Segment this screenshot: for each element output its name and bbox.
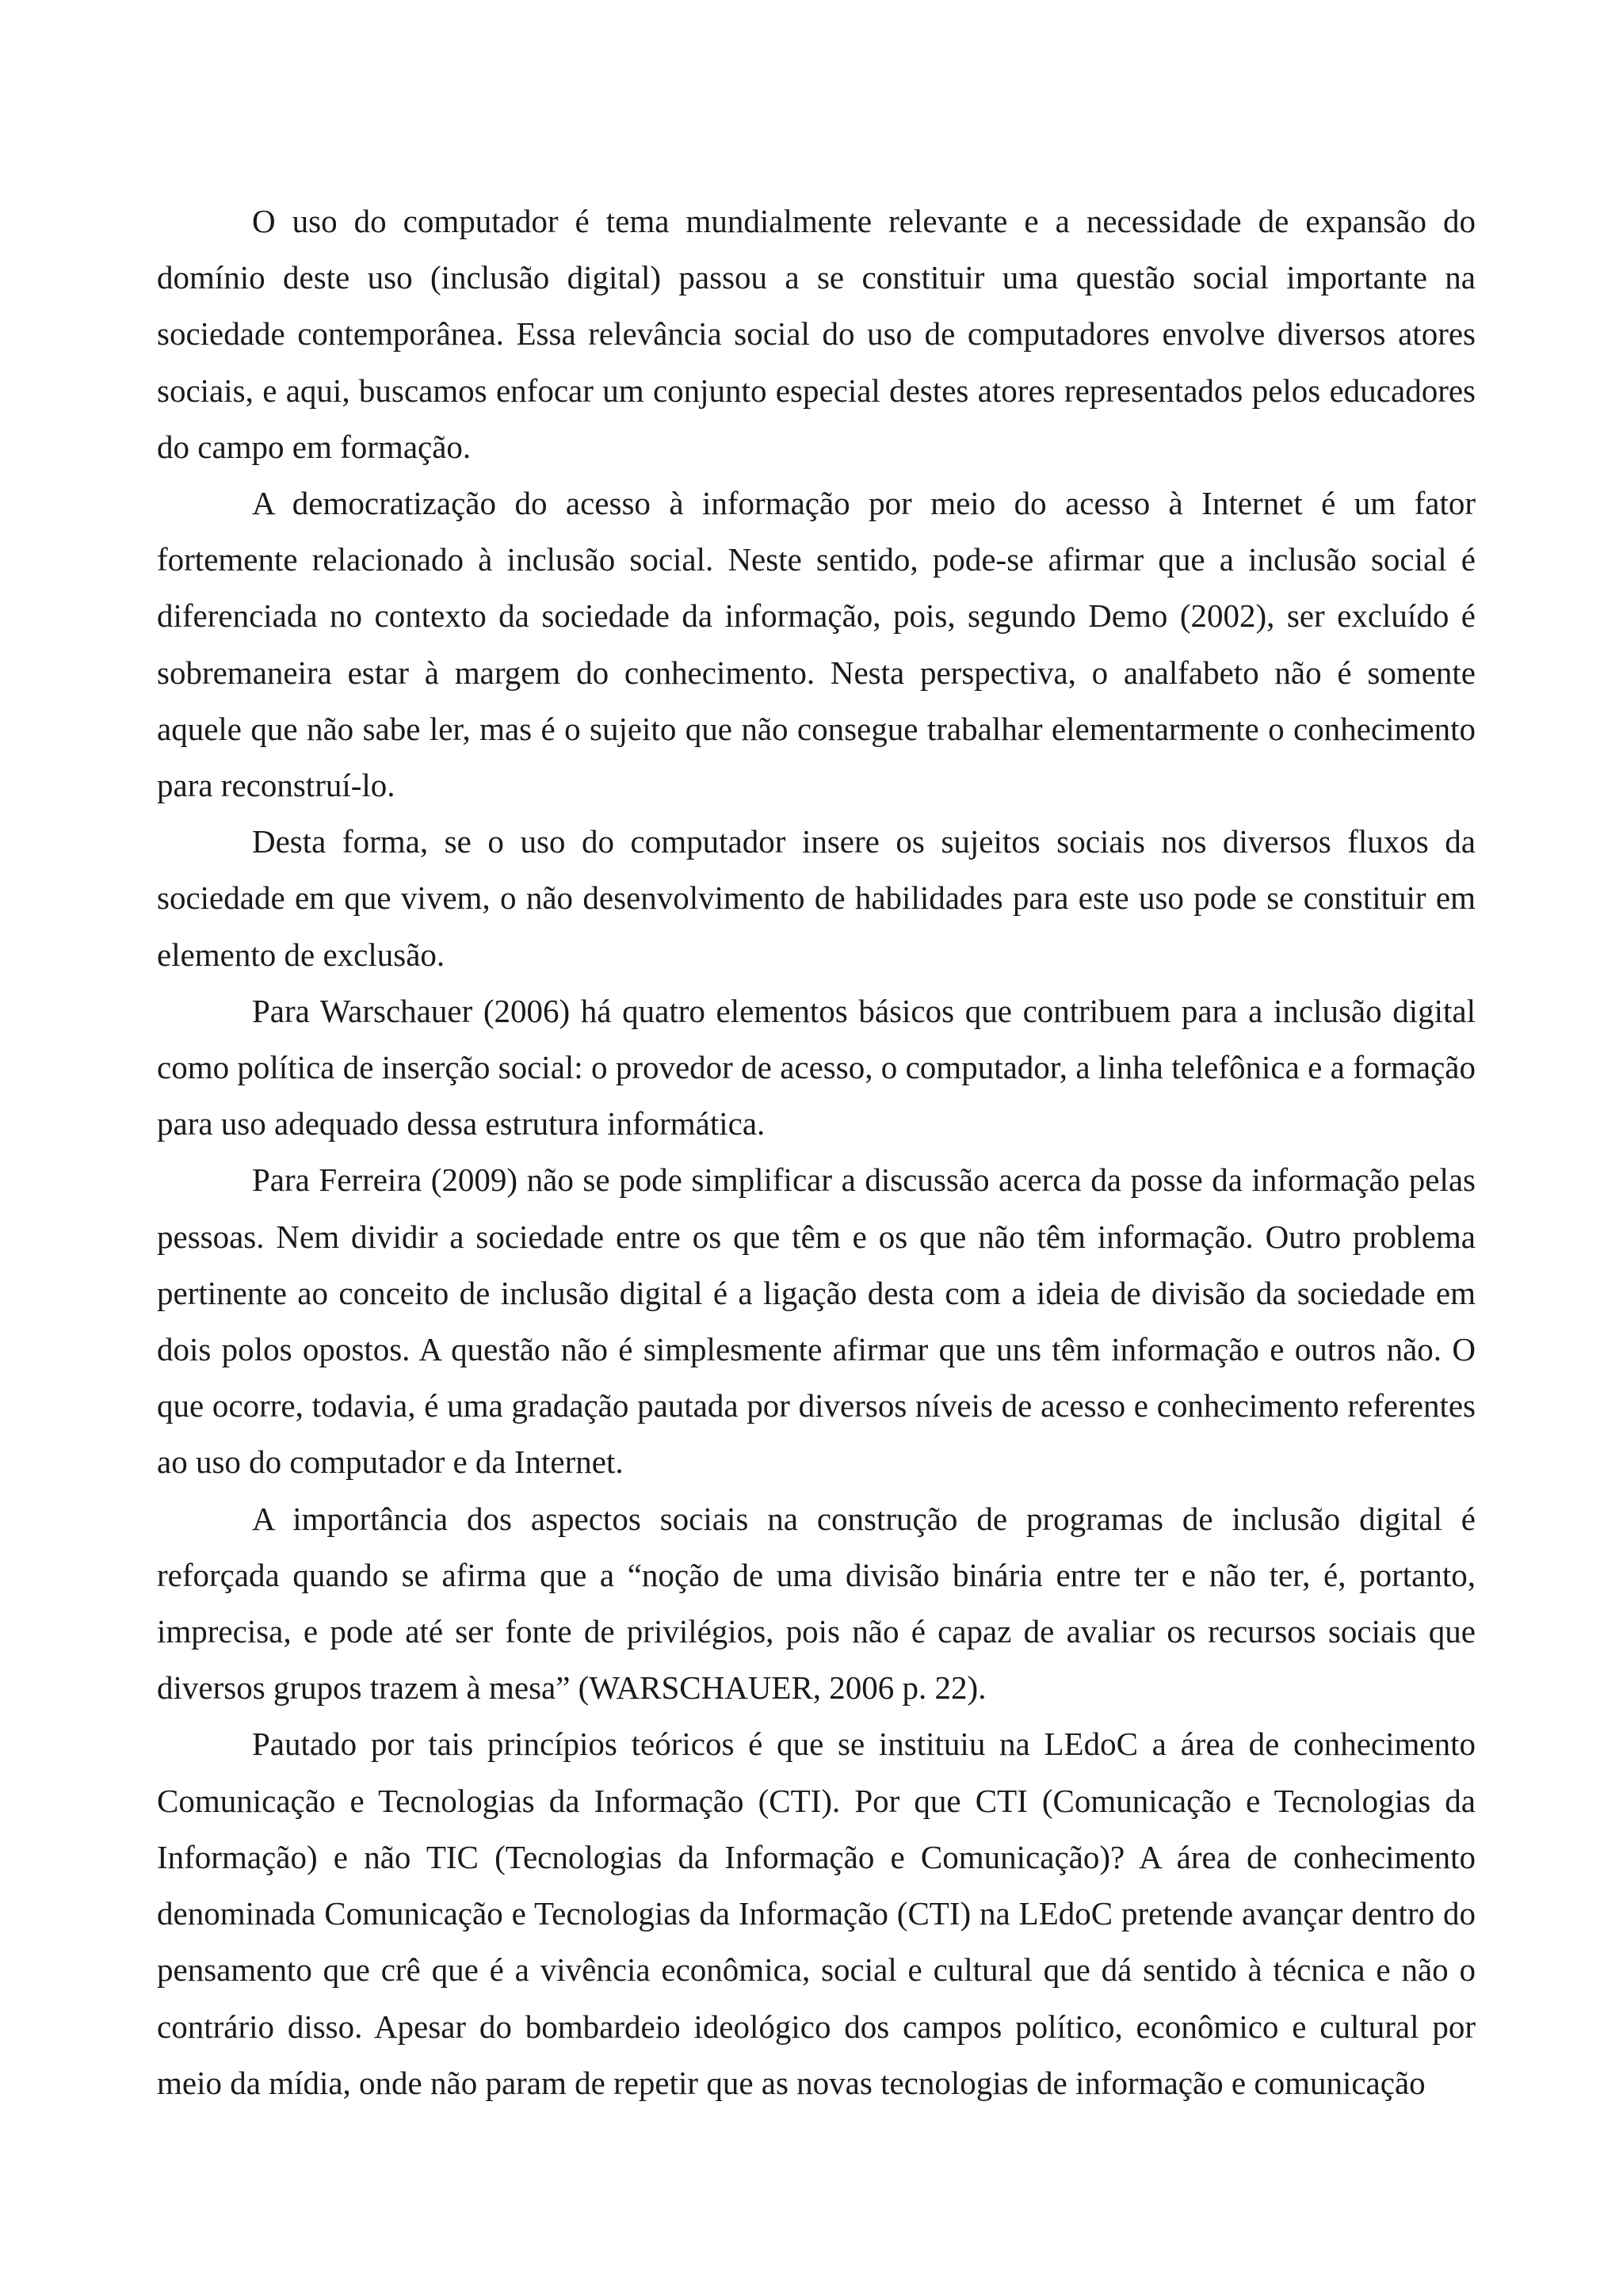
paragraph-7: Pautado por tais princípios teóricos é que se instituiu na LEdoC a área de conhecimento Comunicação e Tecnologias da Informação (CTI). Por que CTI (Comunicação e Tecnologias da Informação) e não TIC (Tecnologias da Informação e Comunicação)? A área de conhecimento denominada Comunicação e Tecnologias da Informação (CTI) na LEdoC pretende avançar dentro do pensamento que crê que é a vivência econômica, social e cultural que dá sentido à técnica e não o contrário disso. Apesar do bombardeio ideológico dos campos político, econômico e cultural por meio da mídia, onde não param de repetir que as novas tecnologias de informação e comunicação [157, 1726, 1476, 2101]
document-page [157, 193, 1476, 2111]
paragraph-5: Para Ferreira (2009) não se pode simplificar a discussão acerca da posse da informação pelas pessoas. Nem dividir a sociedade entre os que têm e os que não têm informação. Outro problema pertinente ao conceito de inclusão digital é a ligação desta com a ideia de divisão da sociedade em dois polos opostos. A questão não é simplesmente afirmar que uns têm informação e outros não. O que ocorre, todavia, é uma gradação pautada por diversos níveis de acesso e conhecimento referentes ao uso do computador e da Internet. [157, 1161, 1476, 1481]
paragraph-3: Desta forma, se o uso do computador insere os sujeitos sociais nos diversos fluxos da sociedade em que vivem, o não desenvolvimento de habilidades para este uso pode se constituir em elemento de exclusão. [157, 823, 1476, 973]
paragraph-2: A democratização do acesso à informação por meio do acesso à Internet é um fator fortemente relacionado à inclusão social. Neste sentido, pode-se afirmar que a inclusão social é diferenciada no contexto da sociedade da informação, pois, segundo Demo (2002), ser excluído é sobremaneira estar à margem do conhecimento. Nesta perspectiva, o analfabeto não é somente aquele que não sabe ler, mas é o sujeito que não consegue trabalhar elementarmente o conhecimento para reconstruí-lo. [157, 485, 1476, 804]
paragraph-6: A importância dos aspectos sociais na construção de programas de inclusão digital é reforçada quando se afirma que a “noção de uma divisão binária entre ter e não ter, é, portanto, imprecisa, e pode até ser fonte de privilégios, pois não é capaz de avaliar os recursos sociais que diversos grupos trazem à mesa” (WARSCHAUER, 2006 p. 22). [157, 1500, 1476, 1707]
paragraph-1: O uso do computador é tema mundialmente relevante e a necessidade de expansão do domínio deste uso (inclusão digital) passou a se constituir uma questão social importante na sociedade contemporânea. Essa relevância social do uso de computadores envolve diversos atores sociais, e aqui, buscamos enfocar um conjunto especial destes atores representados pelos educadores do campo em formação. [157, 203, 1476, 465]
paragraph-4: Para Warschauer (2006) há quatro elementos básicos que contribuem para a inclusão digital como política de inserção social: o provedor de acesso, o computador, a linha telefônica e a formação para uso adequado dessa estrutura informática. [157, 992, 1476, 1142]
